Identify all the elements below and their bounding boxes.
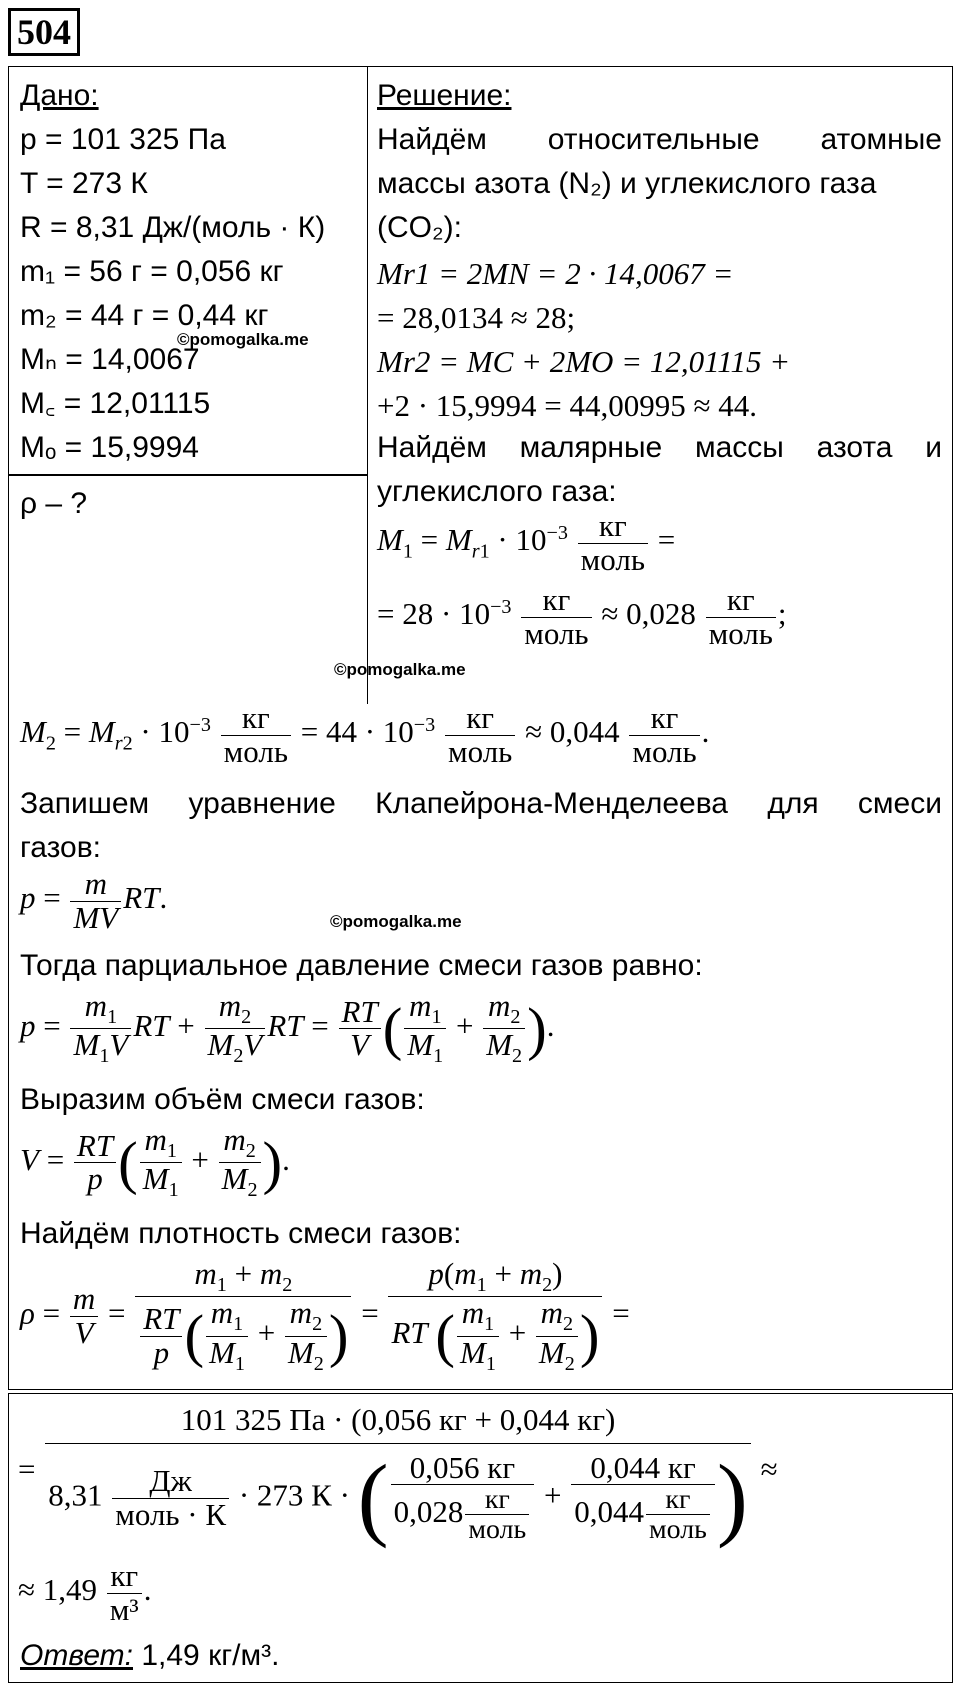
clapeyron-text-2: газов: [20,831,102,864]
volume-formula: V = $\frac{RT}{p}$ ( $\frac{m_1}{M_1}$ + $\frac{m_2}{M_2}$ ). [20,1122,290,1202]
molar-intro-1: Найдём малярные массы азота и [377,431,942,464]
watermark: ©pomogalka.me [177,330,309,349]
mr1-line-1: Mr1 = 2MN = 2 · 14,0067 = [377,256,734,291]
solution-intro-1: Найдём относительные атомные [377,123,942,156]
given-pressure: p = 101 325 Па [20,123,226,156]
watermark: ©pomogalka.me [330,912,462,931]
given-temperature: T = 273 К [20,167,148,200]
density-text: Найдём плотность смеси газов: [20,1217,462,1250]
solution-heading: Решение: [377,79,512,112]
given-nitrogen-mass: Mₙ = 14,0067 [20,343,200,376]
m1-formula: $M_1 = M_{r1} \cdot 10^{-3}$ $\frac{кг}{\text{моль}}$ = [377,508,676,577]
partial-pressure-text: Тогда парциальное давление смеси газов равно: [20,949,703,982]
m2-formula: $M_2 = M_{r2} \cdot 10^{-3}$ $\frac{кг}{\text{моль}}$ = $44 \cdot 10^{-3}$ $\frac{кг}{\text{моль}}$ ≈ 0,044 $\frac{кг}{\text{моль}}$ . [20,700,710,769]
answer-label: Ответ: [20,1639,133,1672]
result-formula: ≈ 1,49 $\frac{кг}{\text{м³}}$ . [18,1558,152,1627]
given-oxygen-mass: Mₒ = 15,9994 [20,431,199,464]
given-mass-2: m₂ = 44 г = 0,44 кг [20,299,269,332]
answer-line [20,1636,279,1676]
given-carbon-mass: M꜀ = 12,01115 [20,387,211,420]
given-heading: Дано: [20,79,99,112]
solution-intro-2: массы азота (N₂) и углекислого газа [377,167,877,200]
given-gas-constant: R = 8,31 Дж/(моль · К) [20,211,326,244]
clapeyron-text-1: Запишем уравнение Клапейрона-Менделеева для смеси [20,787,942,820]
given-mass-1: m₁ = 56 г = 0,056 кг [20,255,284,288]
molar-intro-2: углекислого газа: [377,475,617,508]
problem-number: 504 [8,8,80,56]
partial-pressure-formula: p = $\frac{m_1}{M_1V}$ RT + $\frac{m_2}{M_2V}$ RT = $\frac{RT}{V}$ ( $\frac{m_1}{M_1}$ + $\frac{m_2}{M_2}$ ). [20,988,555,1068]
answer-value: 1,49 кг/м³. [141,1639,280,1672]
m1-value: = $28 \cdot 10^{-3}$ $\frac{кг}{\text{моль}}$ ≈ 0,028 $\frac{кг}{\text{моль}}$ ; [377,582,787,651]
clapeyron-formula: p = $\frac{m}{MV}$ RT. [20,866,168,935]
density-formula: ρ = $\frac{m}{V}$ = $m_1 + m_2$ $\frac{RT}{p}$ ( $\frac{m_1}{M_1}$ + $\frac{m_2}{M_2}$ ) = $p(m_1 + m_2)$ RT ( $\frac{m_1}{M_1}$ + $\frac{m_2}{M_2}$ ) = [20,1256,630,1375]
calculation-formula: = 101 325 Па · (0,056 кг + 0,044 кг) 8,31 $\frac{Дж}{\text{моль · К}}$ · 273 К · ( 0,056 кг 0,028 $\frac{кг}{\text{моль}}$ + 0,044 кг 0,044 $\frac{кг}{\text{моль}}$ ) ≈ [18,1402,778,1549]
volume-text: Выразим объём смеси газов: [20,1083,425,1116]
mr2-line-2: +2 · 15,9994 = 44,00995 ≈ 44. [377,388,758,423]
find-value: ρ – ? [20,487,88,520]
mr2-line-1: Mr2 = MC + 2MO = 12,01115 + [377,344,791,379]
watermark: ©pomogalka.me [334,660,466,679]
solution-intro-3: (CO₂): [377,211,462,244]
mr1-line-2: = 28,0134 ≈ 28; [377,300,576,335]
